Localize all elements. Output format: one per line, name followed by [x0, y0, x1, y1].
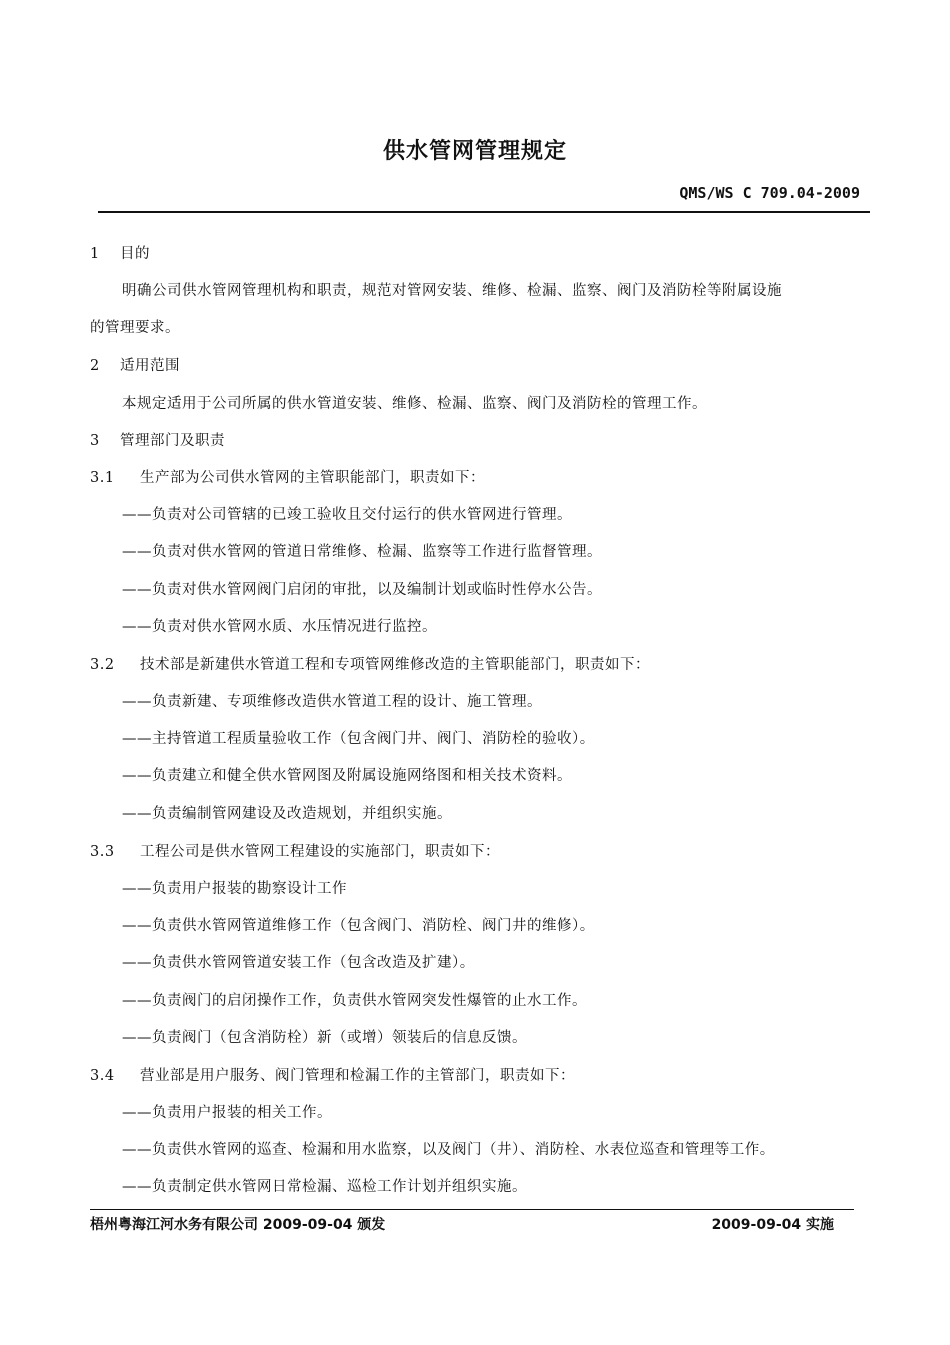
- section-title: 生产部为公司供水管网的主管职能部门，职责如下：: [140, 470, 485, 486]
- list-item: ——负责对公司管辖的已竣工验收且交付运行的供水管网进行管理。: [122, 507, 572, 523]
- section-title: 目的: [120, 246, 150, 262]
- list-item: ——负责制定供水管网日常检漏、巡检工作计划并组织实施。: [122, 1179, 527, 1195]
- section-title: 技术部是新建供水管道工程和专项管网维修改造的主管职能部门，职责如下：: [140, 657, 650, 673]
- section-title: 适用范围: [120, 358, 180, 374]
- list-item: ——主持管道工程质量验收工作（包含阀门井、阀门、消防栓的验收）。: [122, 731, 595, 747]
- document-code: QMS/WS C 709.04-2009: [679, 184, 860, 202]
- section-number: 2: [90, 358, 100, 374]
- section-title: 工程公司是供水管网工程建设的实施部门，职责如下：: [140, 844, 500, 860]
- section-number: 3.3: [90, 844, 115, 860]
- section-1-heading: [90, 242, 150, 263]
- section-number: 1: [90, 246, 100, 262]
- list-item: ——负责建立和健全供水管网图及附属设施网络图和相关技术资料。: [122, 768, 572, 784]
- list-item: ——负责用户报装的勘察设计工作: [122, 881, 347, 897]
- list-item: ——负责供水管网管道安装工作（包含改造及扩建）。: [122, 955, 475, 971]
- section-number: 3: [90, 433, 100, 449]
- footer-issued: 梧州粤海江河水务有限公司 2009-09-04 颁发: [90, 1217, 386, 1233]
- section-2-heading: [90, 354, 180, 375]
- list-item: ——负责对供水管网水质、水压情况进行监控。: [122, 619, 437, 635]
- section-title: 管理部门及职责: [120, 433, 225, 449]
- subsection-3-1-heading: [90, 466, 485, 487]
- paragraph: 的管理要求。: [90, 320, 180, 336]
- list-item: ——负责对供水管网的管道日常维修、检漏、监察等工作进行监督管理。: [122, 544, 602, 560]
- section-title: 营业部是用户服务、阀门管理和检漏工作的主管部门，职责如下：: [140, 1068, 575, 1084]
- list-item: ——负责用户报装的相关工作。: [122, 1105, 332, 1121]
- list-item: ——负责对供水管网阀门启闭的审批，以及编制计划或临时性停水公告。: [122, 582, 602, 598]
- section-number: 3.4: [90, 1068, 115, 1084]
- list-item: ——负责新建、专项维修改造供水管道工程的设计、施工管理。: [122, 694, 542, 710]
- footer-divider: [90, 1209, 854, 1210]
- list-item: ——负责编制管网建设及改造规划，并组织实施。: [122, 806, 452, 822]
- subsection-3-2-heading: [90, 653, 650, 674]
- paragraph: 明确公司供水管网管理机构和职责，规范对管网安装、维修、检漏、监察、阀门及消防栓等附属设施: [122, 283, 782, 299]
- list-item: ——负责供水管网管道维修工作（包含阀门、消防栓、阀门井的维修）。: [122, 918, 595, 934]
- section-3-heading: [90, 429, 225, 450]
- list-item: ——负责阀门（包含消防栓）新（或增）领装后的信息反馈。: [122, 1030, 527, 1046]
- subsection-3-4-heading: [90, 1064, 575, 1085]
- section-number: 3.1: [90, 470, 115, 486]
- list-item: ——负责阀门的启闭操作工作，负责供水管网突发性爆管的止水工作。: [122, 993, 587, 1009]
- header-divider: [98, 211, 870, 213]
- paragraph: 本规定适用于公司所属的供水管道安装、维修、检漏、监察、阀门及消防栓的管理工作。: [122, 396, 707, 412]
- section-number: 3.2: [90, 657, 115, 673]
- list-item: ——负责供水管网的巡查、检漏和用水监察，以及阀门（井）、消防栓、水表位巡查和管理等工作。: [122, 1142, 775, 1158]
- footer-effective: 2009-09-04 实施: [711, 1217, 834, 1233]
- subsection-3-3-heading: [90, 840, 500, 861]
- document-title: 供水管网管理规定: [382, 139, 567, 164]
